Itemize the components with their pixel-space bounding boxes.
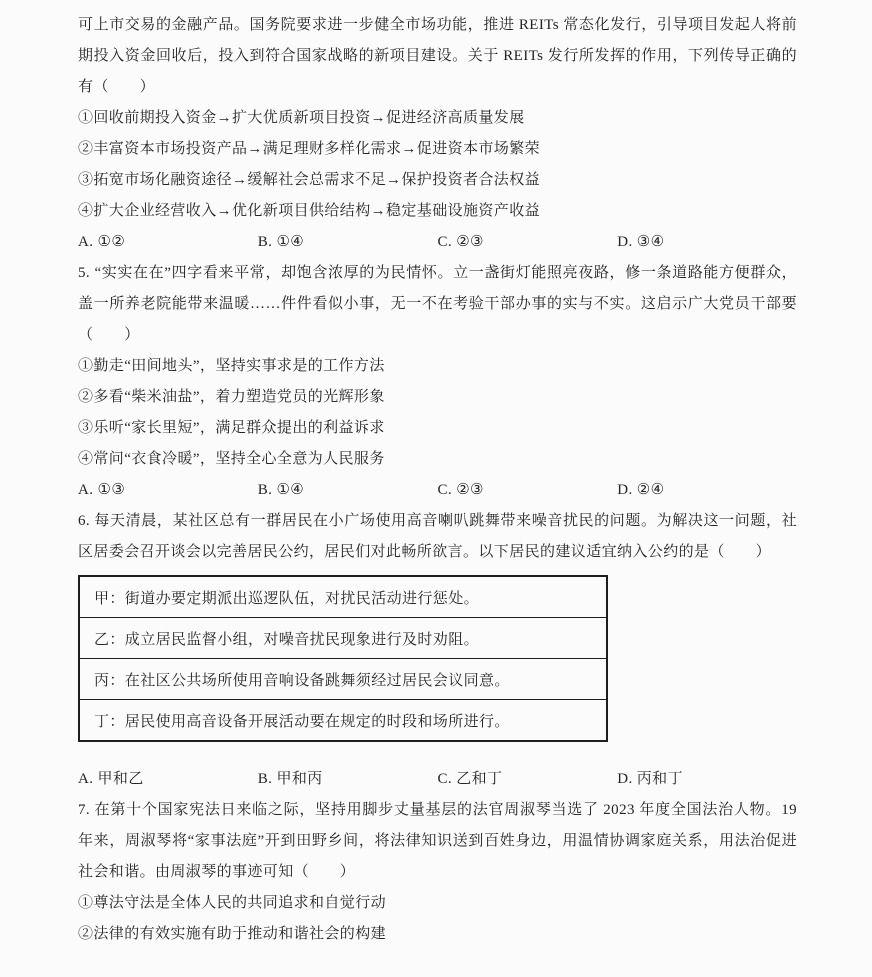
table-row-yi (79, 618, 607, 659)
question-4-options (78, 227, 797, 258)
question-5-option-a: A. ①③ (78, 482, 126, 498)
question-5-option-c: C. ②③ (437, 482, 484, 498)
question-5-options (78, 475, 797, 506)
question-7-stem: 7. 在第十个国家宪法日来临之际，坚持用脚步丈量基层的法官周淑琴当选了 2023 年度全国法治人物。19 年来，周淑琴将“家事法庭”开到田野乡间，将法律知识送到百姓身边，用温情协调家庭关系，用法治促进社会和谐。由周淑琴的事迹可知（ ） (78, 802, 797, 880)
question-4-option-a: A. ①② (78, 234, 126, 250)
question-4-option-c: C. ②③ (437, 234, 484, 250)
question-5-option-d: D. ②④ (617, 482, 665, 498)
table-row-ding (79, 700, 607, 742)
table-cell-bing: 丙：在社区公共场所使用音响设备跳舞须经过居民会议同意。 (79, 659, 607, 700)
table-row-bing (79, 659, 607, 700)
question-6-option-c: C. 乙和丁 (437, 771, 503, 787)
residents-suggestions-table (78, 575, 608, 742)
page-content (78, 10, 797, 950)
question-6-option-b: B. 甲和丙 (257, 771, 323, 787)
table-cell-yi: 乙：成立居民监督小组，对噪音扰民现象进行及时劝阻。 (79, 618, 607, 659)
question-5 (78, 258, 797, 506)
question-4-option-d: D. ③④ (617, 234, 665, 250)
question-4-item-1: ①回收前期投入资金→扩大优质新项目投资→促进经济高质量发展 (78, 110, 525, 126)
question-6-options (78, 764, 797, 795)
question-4-stem: 可上市交易的金融产品。国务院要求进一步健全市场功能，推进 REITs 常态化发行，引导项目发起人将前期投入资金回收后，投入到符合国家战略的新项目建设。关于 REITs 发行所发挥的作用，下列传导正确的有（ ） (78, 17, 797, 95)
question-6 (78, 506, 797, 795)
question-7-item-2: ②法律的有效实施有助于推动和谐社会的构建 (78, 926, 387, 942)
question-5-item-4: ④常问“衣食冷暖”，坚持全心全意为人民服务 (78, 451, 385, 467)
question-4-option-b: B. ①④ (257, 234, 305, 250)
question-6-option-a: A. 甲和乙 (78, 771, 144, 787)
question-4-item-4: ④扩大企业经营收入→优化新项目供给结构→稳定基础设施资产收益 (78, 203, 541, 219)
question-5-item-1: ①勤走“田间地头”，坚持实事求是的工作方法 (78, 358, 385, 374)
question-7-item-1: ①尊法守法是全体人民的共同追求和自觉行动 (78, 895, 387, 911)
table-cell-jia: 甲：街道办要定期派出巡逻队伍，对扰民活动进行惩处。 (79, 576, 607, 618)
question-4-item-2: ②丰富资本市场投资产品→满足理财多样化需求→促进资本市场繁荣 (78, 141, 541, 157)
question-5-item-3: ③乐听“家长里短”，满足群众提出的利益诉求 (78, 420, 385, 436)
question-5-stem: 5. “实实在在”四字看来平常，却饱含浓厚的为民情怀。立一盏街灯能照亮夜路，修一条道路能方便群众，盖一所养老院能带来温暖……件件看似小事，无一不在考验干部办事的实与不实。这启示广大党员干部要（ ） (78, 265, 797, 343)
question-5-option-b: B. ①④ (257, 482, 305, 498)
question-6-option-d: D. 丙和丁 (617, 771, 683, 787)
table-cell-ding: 丁：居民使用高音设备开展活动要在规定的时段和场所进行。 (79, 700, 607, 742)
question-7 (78, 795, 797, 950)
table-row-jia (79, 576, 607, 618)
question-4-item-3: ③拓宽市场化融资途径→缓解社会总需求不足→保护投资者合法权益 (78, 172, 541, 188)
question-4 (78, 10, 797, 258)
question-5-item-2: ②多看“柴米油盐”，着力塑造党员的光辉形象 (78, 389, 385, 405)
question-6-stem: 6. 每天清晨，某社区总有一群居民在小广场使用高音喇叭跳舞带来噪音扰民的问题。为解决这一问题，社区居委会召开谈会以完善居民公约，居民们对此畅所欲言。以下居民的建议适宜纳入公约的是（ ） (78, 513, 797, 560)
